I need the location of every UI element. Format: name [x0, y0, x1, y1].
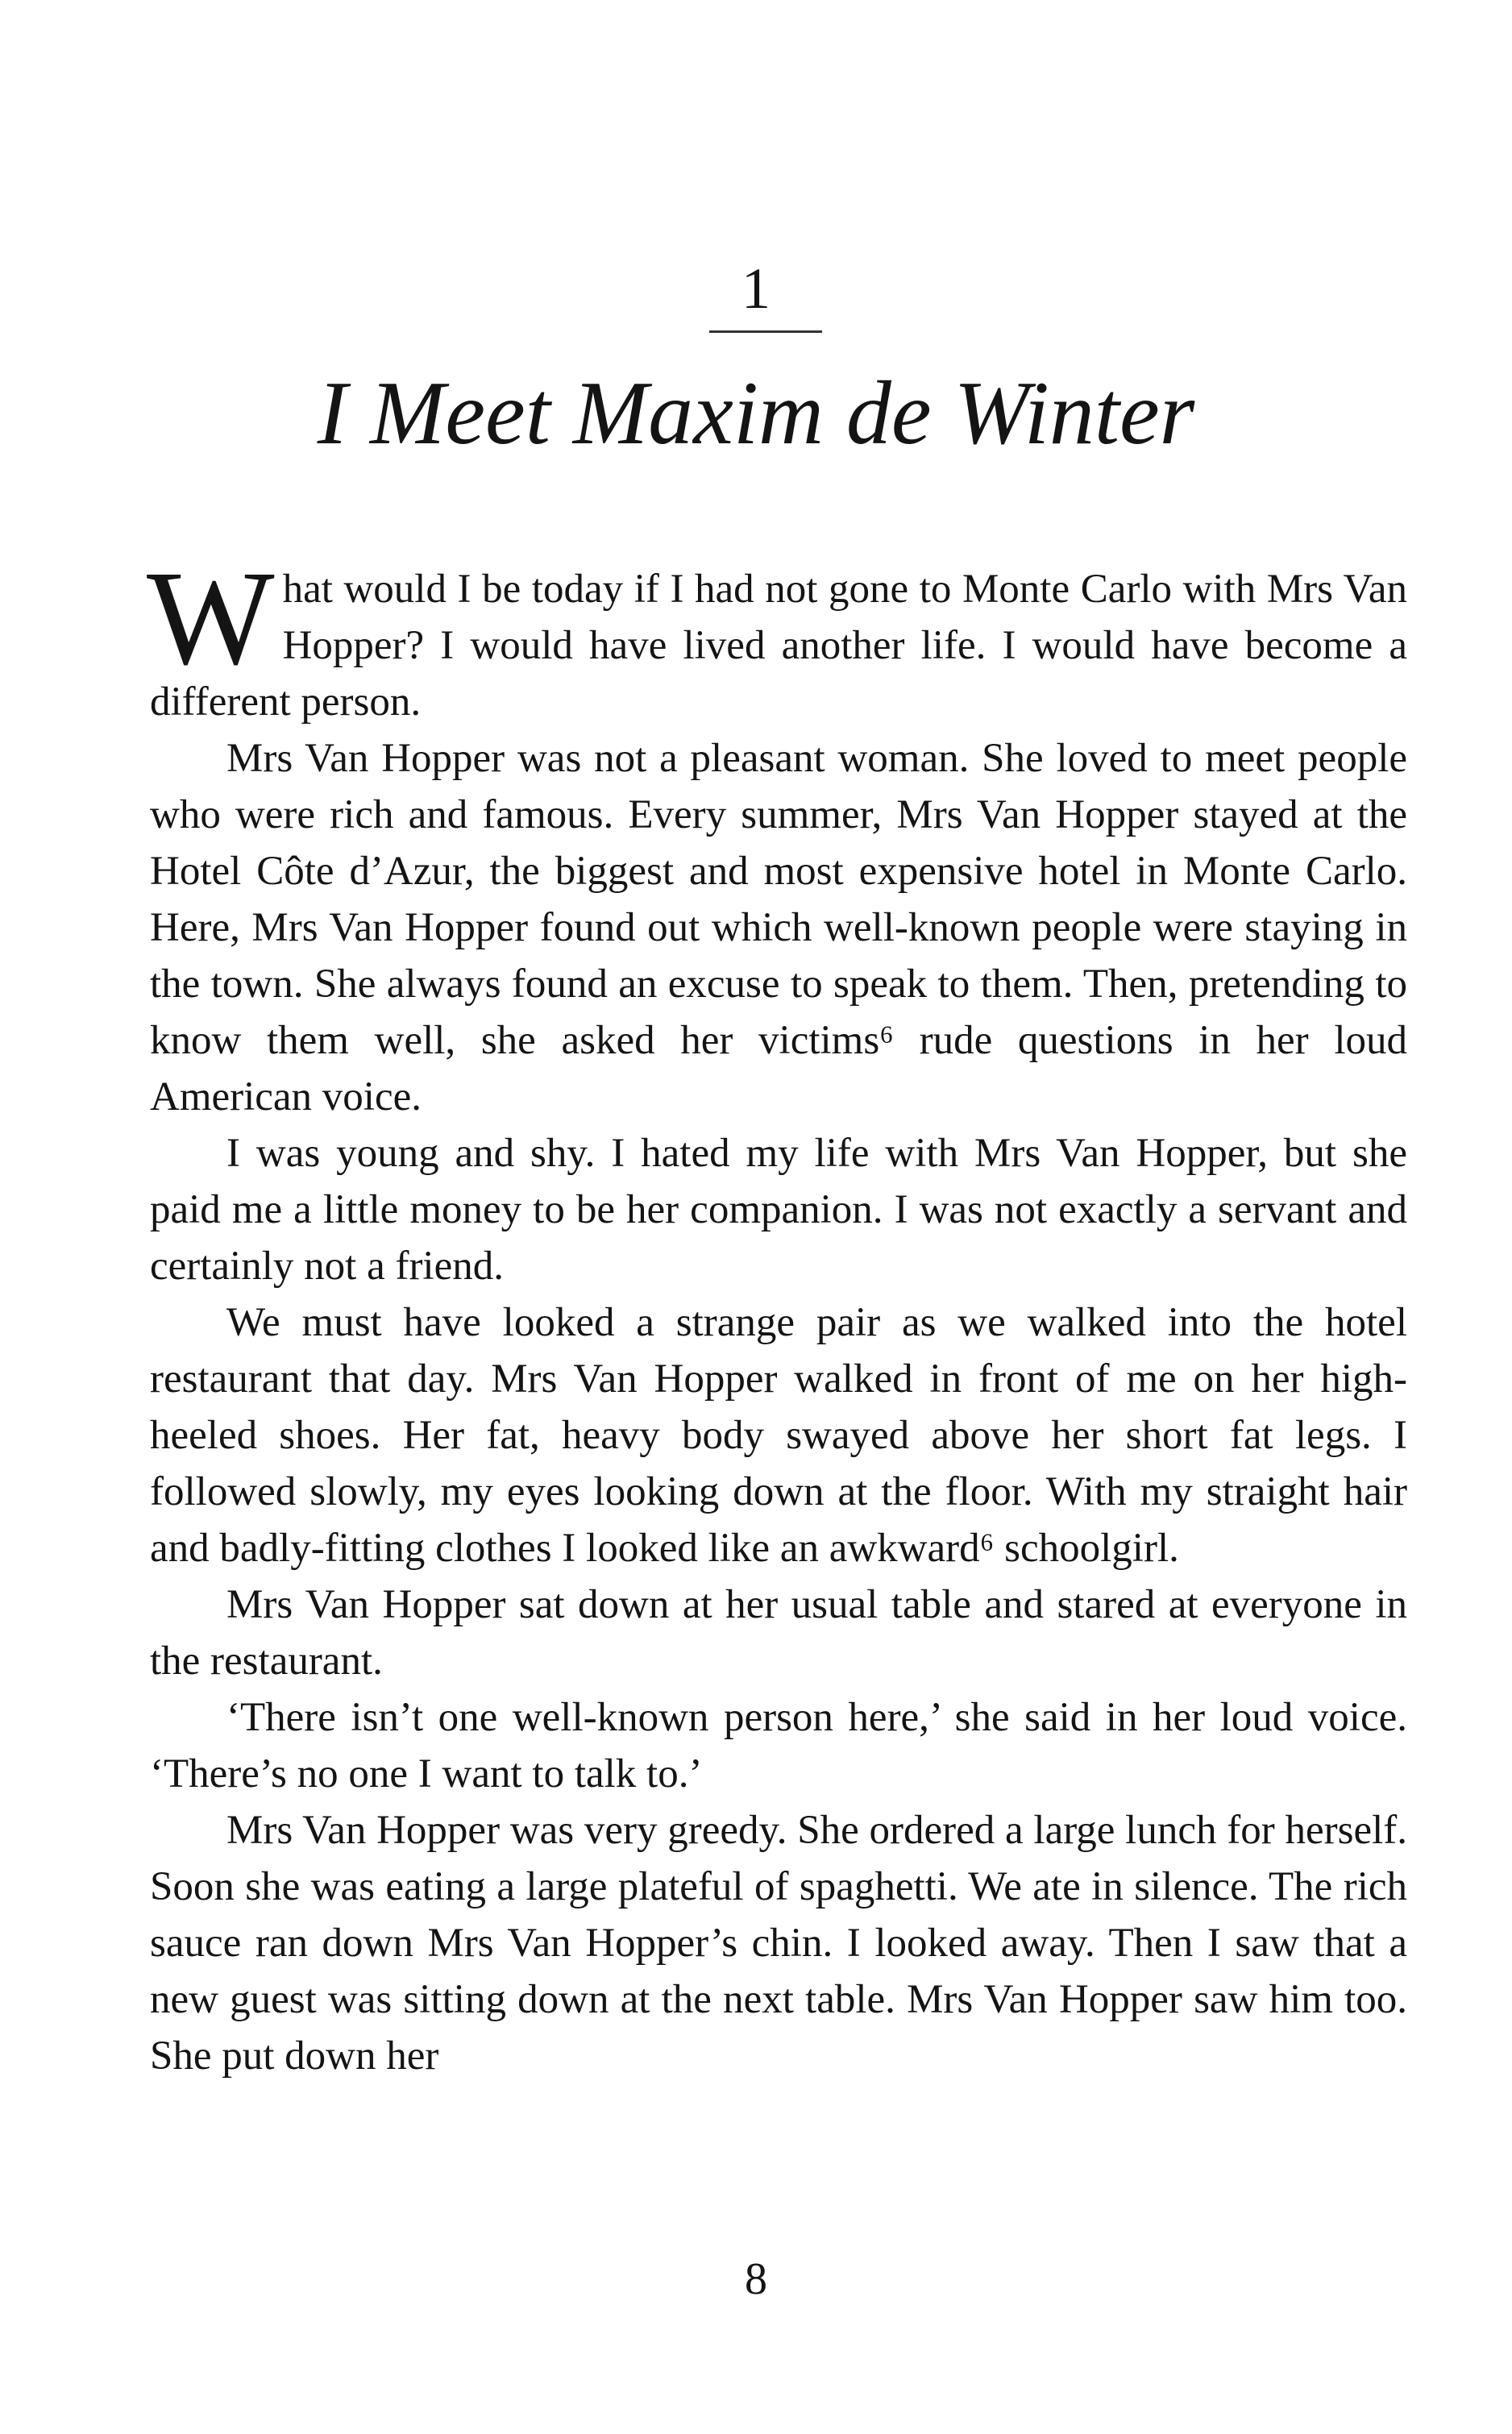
- body-text: [147, 543, 1407, 2084]
- paragraph: I was young and shy. I hated my life with Mrs Van Hopper, but she paid me a little money to be her companion. I was not exactly a servant and certainly not a friend.: [150, 1131, 1407, 1289]
- paragraph: ‘There isn’t one well-known person here,’ she said in her loud voice. ‘There’s no one I want to talk to.’: [150, 1695, 1407, 1796]
- paragraph: Mrs Van Hopper was very greedy. She ordered a large lunch for herself. Soon she was eating a large plateful of spaghetti. We ate in silence. The rich sauce ran down Mrs Van Hopper’s chin. I looked away. Then I saw that a new guest was sitting down at the next table. Mrs Van Hopper saw him too. She put down her: [150, 1808, 1407, 2079]
- paragraph: Mrs Van Hopper was not a pleasant woman. She loved to meet people who were rich and famous. Every summer, Mrs Van Hopper stayed at the Hotel Côte d’Azur, the biggest and most expensive hotel in Monte Carlo. Here, Mrs Van Hopper found out which well-known people were staying in the town. She always found an excuse to speak to them. Then, pretending to know them well, she asked her victims⁶ rude questions in her loud American voice.: [150, 736, 1407, 1119]
- paragraph-text: hat would I be today if I had not gone to Monte Carlo with Mrs Van Hopper? I would have lived another life. I would have become a different person.: [150, 567, 1407, 725]
- page-number: 8: [745, 2254, 767, 2304]
- chapter-number: 1: [741, 256, 771, 321]
- drop-cap: W: [147, 543, 275, 693]
- chapter-number-rule: [709, 330, 822, 333]
- paragraph: We must have looked a strange pair as we walked into the hotel restaurant that day. Mrs Van Hopper walked in front of me on her high-heeled shoes. Her fat, heavy body swayed above her short fat legs. I followed slowly, my eyes looking down at the floor. With my straight hair and badly-fitting clothes I looked like an awkward⁶ schoolgirl.: [150, 1300, 1407, 1571]
- paragraph: [147, 543, 1407, 730]
- chapter-title: I Meet Maxim de Winter: [317, 363, 1195, 463]
- paragraph: Mrs Van Hopper sat down at her usual table and stared at everyone in the restaurant.: [150, 1582, 1407, 1684]
